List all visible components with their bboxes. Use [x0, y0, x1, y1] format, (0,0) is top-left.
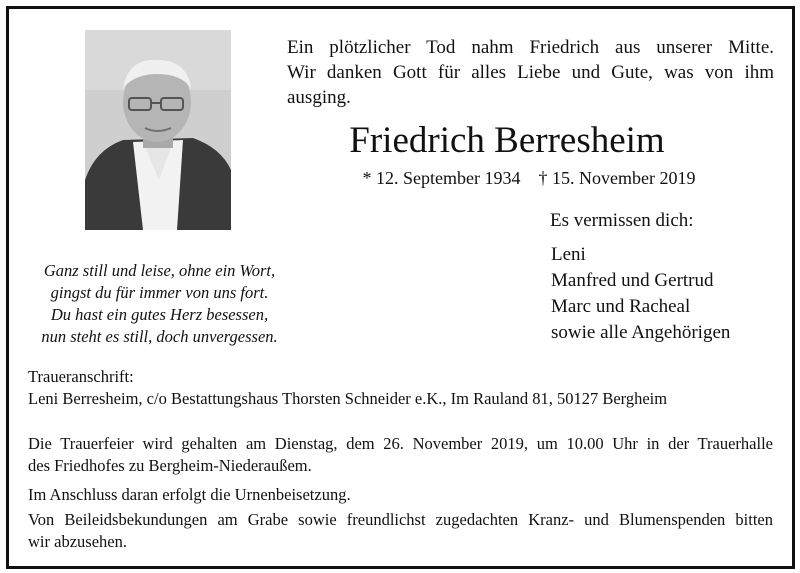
memorial-poem	[27, 260, 292, 348]
mourner-name: sowie alle Angehörigen	[551, 322, 731, 343]
mourners-list	[551, 242, 730, 346]
ceremony-line-1: Die Trauerfeier wird gehalten am Dienstag, dem 26. November 2019, um 10.00 Uhr in der Trauerhalle	[28, 434, 773, 453]
donations-line-2: wir abzusehen.	[28, 532, 127, 551]
mourners-heading: Es vermissen dich:	[550, 210, 694, 231]
mourning-address	[28, 366, 773, 410]
intro-line-1: Ein plötzlicher Tod nahm Friedrich aus unserer Mitte.	[287, 37, 774, 58]
death-date: † 15. November 2019	[538, 168, 696, 188]
birth-date: * 12. September 1934	[362, 168, 521, 188]
urn-burial-note: Im Anschluss daran erfolgt die Urnenbeisetzung.	[28, 485, 351, 504]
poem-line: Ganz still und leise, ohne ein Wort,	[43, 261, 276, 280]
portrait-photo	[85, 30, 231, 230]
mourner-name: Manfred und Gertrud	[551, 270, 714, 291]
intro-text	[287, 35, 774, 110]
intro-line-2: Wir danken Gott für alles Liebe und Gute, was von ihm	[287, 62, 774, 83]
poem-line: Du hast ein gutes Herz besessen,	[50, 305, 269, 324]
poem-line: gingst du für immer von uns fort.	[50, 283, 269, 302]
poem-line: nun steht es still, doch unvergessen.	[41, 327, 278, 346]
donations-line-1: Von Beileidsbekundungen am Grabe sowie freundlichst zugedachten Kranz- und Blumenspenden bitten	[28, 510, 773, 529]
ceremony-notice	[28, 433, 773, 477]
ceremony-line-2: des Friedhofes zu Bergheim-Niederaußem.	[28, 456, 312, 475]
address-text: Leni Berresheim, c/o Bestattungshaus Thorsten Schneider e.K., Im Rauland 81, 50127 Bergheim	[28, 389, 668, 408]
mourner-name: Leni	[551, 244, 586, 265]
deceased-name: Friedrich Berresheim	[349, 120, 665, 161]
obituary-frame	[6, 6, 795, 569]
address-label: Traueranschrift:	[28, 367, 134, 386]
mourner-name: Marc und Racheal	[551, 296, 691, 317]
intro-line-3: ausging.	[287, 87, 351, 108]
donations-note	[28, 509, 773, 553]
life-dates	[309, 167, 749, 189]
